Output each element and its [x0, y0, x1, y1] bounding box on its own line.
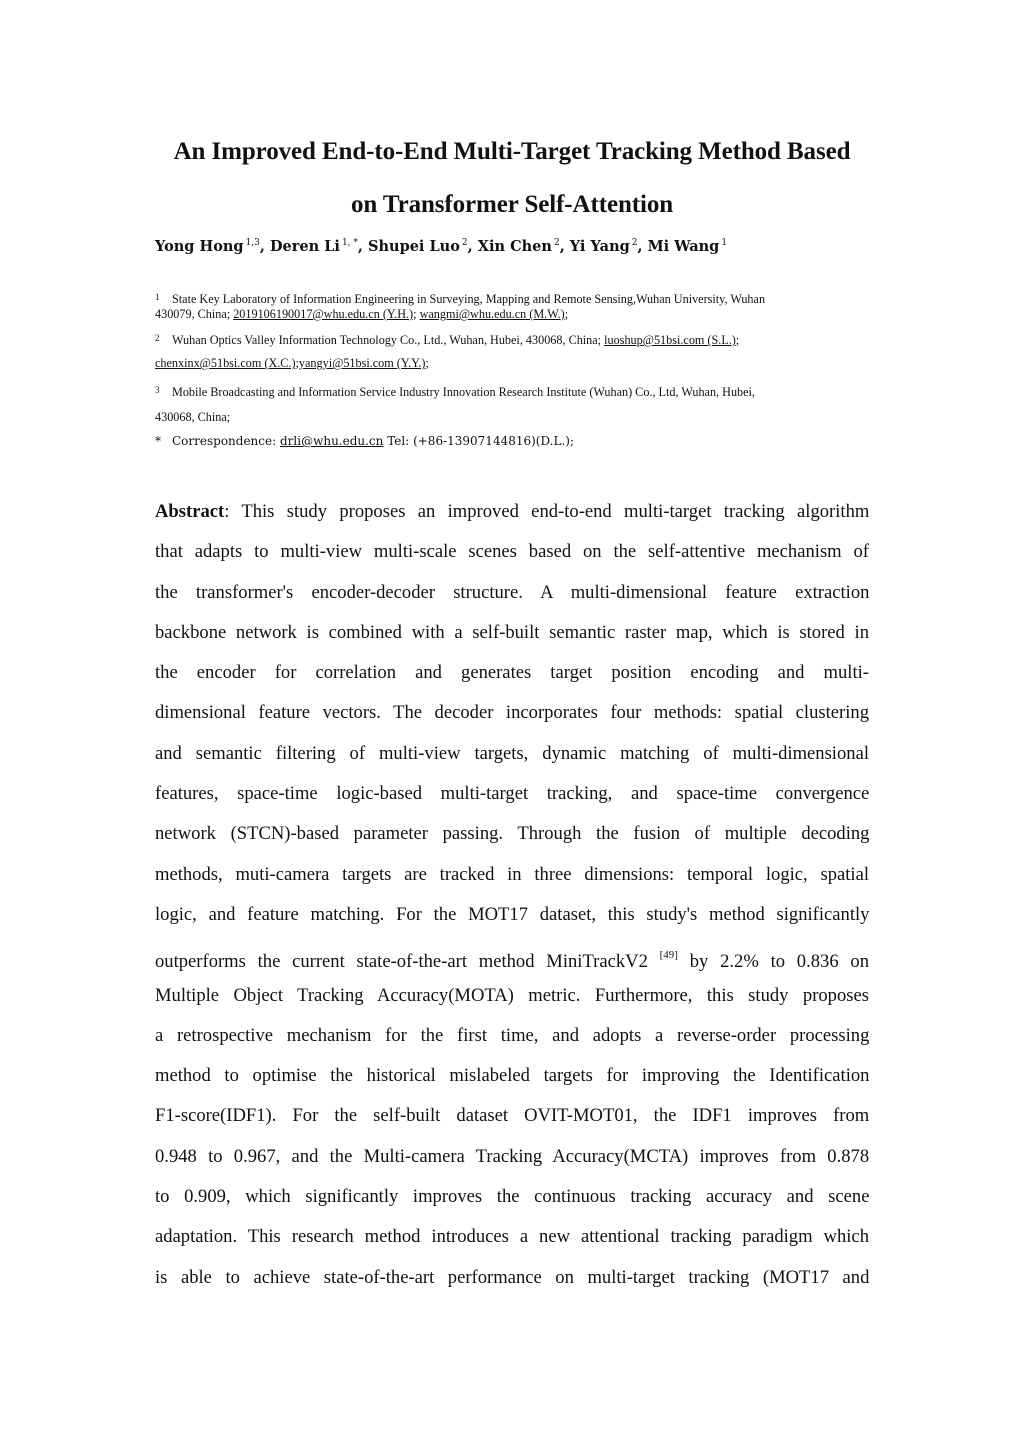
abstract-line: [155, 492, 869, 532]
correspondence-mark: *: [155, 434, 161, 448]
author-name: Deren Li: [269, 238, 340, 255]
email-link[interactable]: 2019106190017@whu.edu.cn (Y.H.): [233, 307, 414, 321]
abstract-line: method to optimise the historical mislabeled targets for improving the Identification: [155, 1065, 870, 1087]
abstract-text: by 2.2% to 0.836 on: [677, 951, 869, 973]
abstract-line: backbone network is combined with a self-built semantic raster map, which is stored in: [155, 621, 869, 643]
abstract-line: 0.948 to 0.967, and the Multi-camera Tracking Accuracy(MCTA) improves from 0.878: [155, 1145, 870, 1167]
correspondence-label: Correspondence:: [172, 434, 280, 448]
separator: ;: [735, 333, 740, 347]
affiliation-1-line-2: [155, 306, 568, 323]
paper-title-line-1: An Improved End-to-End Multi-Target Tracking Method Based: [173, 138, 851, 165]
author-name: Yi Yang: [569, 238, 630, 255]
abstract-line: [155, 935, 869, 975]
abstract-text: outperforms the current state-of-the-art method MiniTrackV2: [155, 951, 660, 973]
email-link[interactable]: chenxinx@51bsi.com (X.C.): [155, 356, 296, 370]
abstract-line: adaptation. This research method introduces a new attentional tracking paradigm which: [155, 1226, 869, 1248]
affiliation-number: 2: [155, 333, 160, 343]
author-name: Xin Chen: [477, 238, 552, 255]
abstract-line: and semantic filtering of multi-view targets, dynamic matching of multi-dimensional: [155, 742, 869, 764]
author-affiliation-mark: 2: [631, 238, 638, 248]
author-affiliation-mark: 2: [553, 238, 560, 248]
email-link[interactable]: drli@whu.edu.cn: [279, 434, 384, 448]
abstract-line: methods, muti-camera targets are tracked in three dimensions: temporal logic, spatial: [155, 863, 869, 885]
abstract-line: F1-score(IDF1). For the self-built dataset OVIT-MOT01, the IDF1 improves from: [155, 1105, 870, 1127]
affiliation-text: 430068, China;: [155, 410, 231, 424]
affiliation-number: 1: [155, 292, 160, 302]
citation-reference[interactable]: [49]: [659, 949, 678, 962]
author-name: Shupei Luo: [368, 238, 460, 255]
affiliation-text: Wuhan Optics Valley Information Technology Co., Ltd., Wuhan, Hubei, 430068, China;: [172, 333, 605, 347]
abstract-label: Abstract: [155, 501, 225, 522]
author-list: Yong Hong $^{1,3}$, Deren Li $^{1, *}$, Shupei Luo $^2$, Xin Chen $^2$, Yi Yang $^2$, Mi Wang $^1$: [155, 238, 728, 255]
author-affiliation-mark: 1,3: [245, 238, 260, 248]
affiliation-2-line-1: [155, 330, 739, 349]
correspondence-text: Tel: (+86-13907144816)(D.L.);: [383, 434, 574, 448]
author-affiliation-mark: 1, *: [341, 238, 358, 248]
abstract-line: logic, and feature matching. For the MOT17 dataset, this study's method significantly: [155, 903, 870, 925]
affiliation-number: 3: [155, 385, 160, 395]
affiliation-3-line-2: [155, 409, 230, 426]
separator: ;: [295, 356, 299, 370]
paper-title-line-2: on Transformer Self-Attention: [350, 191, 674, 218]
email-link[interactable]: wangmi@whu.edu.cn (M.W.): [419, 307, 565, 321]
affiliation-2-line-2: [155, 355, 429, 372]
affiliation-text: Mobile Broadcasting and Information Service Industry Innovation Research Institute (Wuhan) Co., Ltd, Wuhan, Hubei,: [172, 385, 755, 399]
abstract-line: network (STCN)-based parameter passing. Through the fusion of multiple decoding: [155, 823, 870, 845]
author-name: Yong Hong: [155, 238, 244, 255]
author-affiliation-mark: 2: [461, 238, 468, 248]
abstract-line: a retrospective mechanism for the first time, and adopts a reverse-order processing: [155, 1024, 870, 1046]
separator: ;: [425, 356, 429, 370]
abstract-line: the encoder for correlation and generates target position encoding and multi-: [155, 662, 869, 684]
email-link[interactable]: luoshup@51bsi.com (S.L.): [604, 333, 736, 347]
abstract-line: that adapts to multi-view multi-scale scenes based on the self-attentive mechanism of: [155, 541, 869, 563]
affiliation-text: 430079, China;: [155, 307, 234, 321]
author-name: Mi Wang: [647, 238, 720, 255]
author-affiliation-mark: 1: [721, 238, 728, 248]
email-link[interactable]: yangyi@51bsi.com (Y.Y.): [298, 356, 426, 370]
abstract-line: dimensional feature vectors. The decoder incorporates four methods: spatial clustering: [155, 702, 869, 724]
abstract-text: : This study proposes an improved end-to-end multi-target tracking algorithm: [224, 501, 870, 522]
abstract-line: is able to achieve state-of-the-art performance on multi-target tracking (MOT17 and: [155, 1266, 870, 1288]
affiliation-3-line-1: [155, 382, 755, 401]
abstract: [155, 492, 869, 1298]
separator: ;: [413, 307, 420, 321]
abstract-line: to 0.909, which significantly improves the continuous tracking accuracy and scene: [155, 1186, 870, 1208]
affiliation-text: State Key Laboratory of Information Engineering in Surveying, Mapping and Remote Sensing,Wuhan University, Wuhan: [172, 292, 766, 306]
separator: ;: [564, 307, 569, 321]
abstract-line: the transformer's encoder-decoder structure. A multi-dimensional feature extraction: [155, 581, 870, 603]
abstract-line: features, space-time logic-based multi-target tracking, and space-time convergence: [155, 783, 870, 805]
abstract-line: Multiple Object Tracking Accuracy(MOTA) metric. Furthermore, this study proposes: [155, 984, 869, 1006]
correspondence-line: [155, 433, 574, 450]
